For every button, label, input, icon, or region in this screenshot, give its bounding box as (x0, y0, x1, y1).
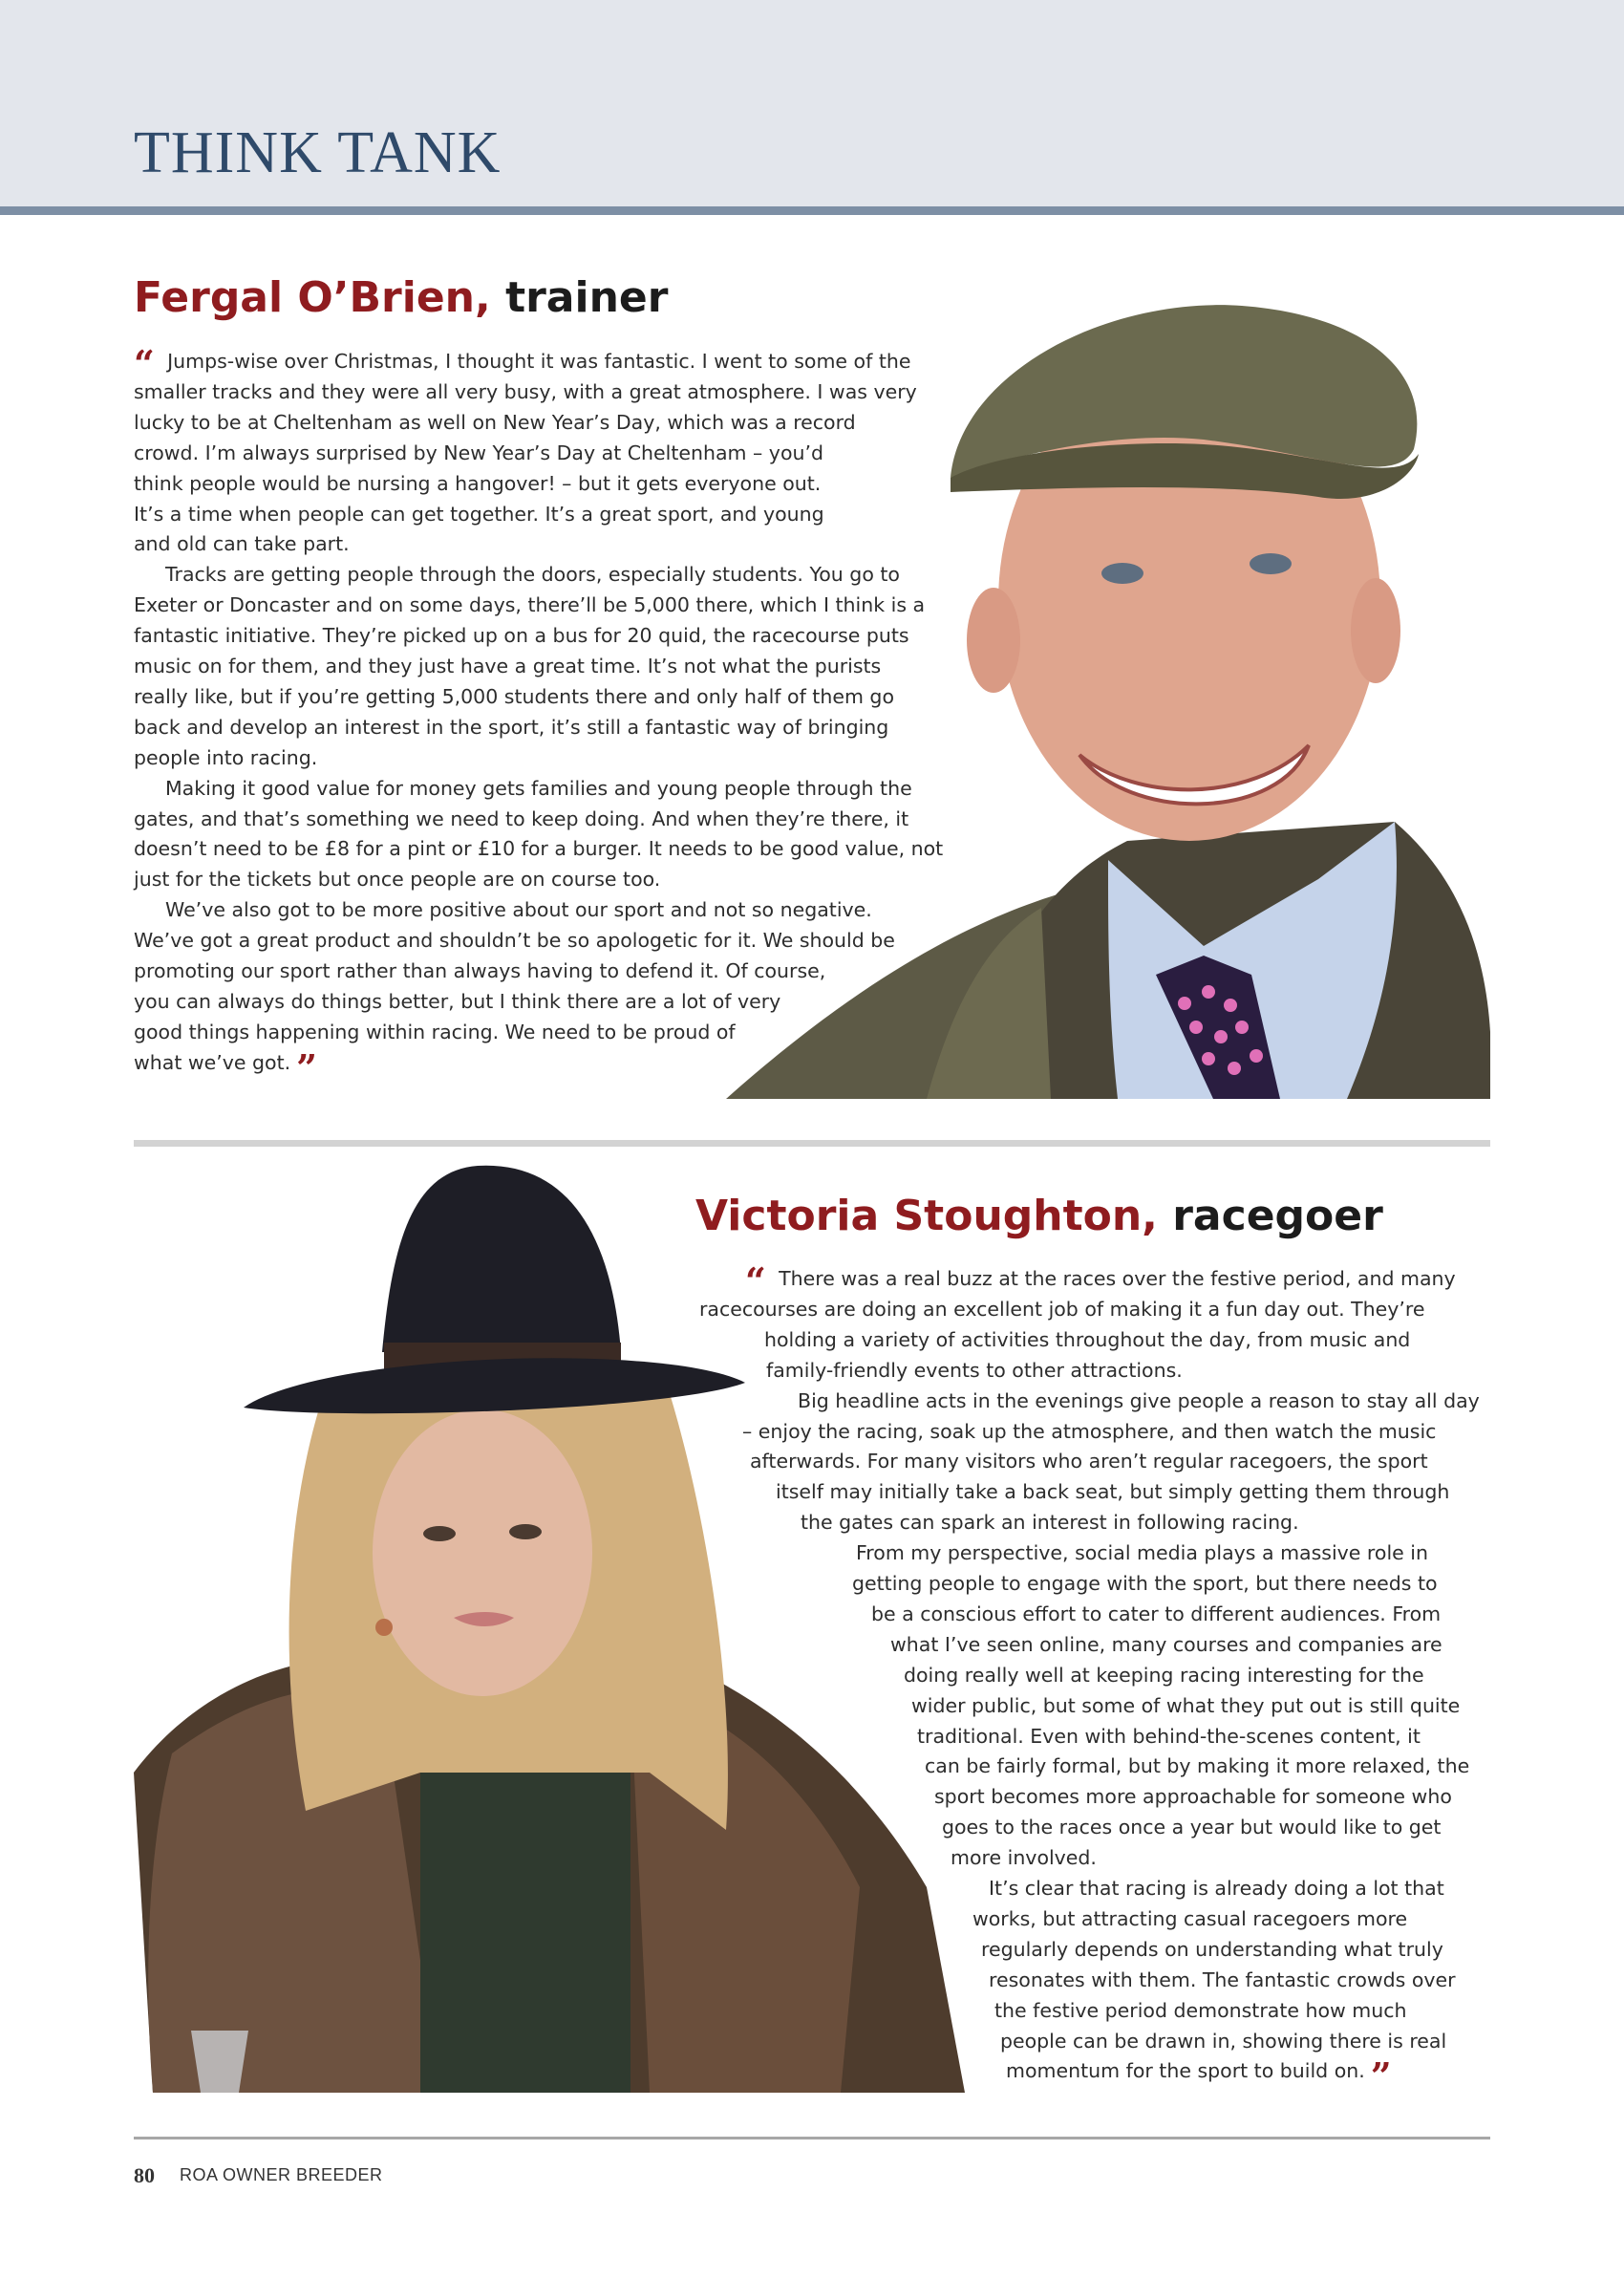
quote-line (134, 1022, 736, 1043)
quote-line (942, 1817, 1441, 1838)
profile-2-heading (695, 1192, 1383, 1240)
quote-line (925, 1756, 1469, 1776)
quote-line-text: smaller tracks and they were all very busy, with a great atmosphere. I was very (134, 379, 917, 403)
profile-2-role: racegoer (1172, 1192, 1383, 1240)
quote-line (134, 806, 909, 830)
header-rule (0, 206, 1624, 215)
quote-line (972, 1906, 1408, 1930)
quote-line (134, 471, 822, 495)
quote-line (134, 534, 350, 554)
quote-line-text: We’ve also got to be more positive about our sport and not so negative. (165, 898, 872, 922)
quote-line-text: really like, but if you’re getting 5,000 students there and only half of them go (134, 684, 894, 708)
quote-line (917, 1724, 1421, 1748)
footer-rule (134, 2137, 1490, 2139)
quote-line-text: family-friendly events to other attractions. (766, 1358, 1183, 1382)
quote-line-text: From my perspective, social media plays a massive role in (856, 1541, 1428, 1565)
quote-line (134, 626, 909, 646)
quote-line-text: Making it good value for money gets families and young people through the (165, 776, 912, 800)
quote-line (994, 1998, 1407, 2022)
section-label: THINK TANK (134, 120, 502, 185)
quote-line-text: itself may initially take a back seat, but simply getting them through (776, 1480, 1450, 1504)
quote-line-text: what I’ve seen online, many courses and companies are (890, 1632, 1442, 1656)
quote-line-text: momentum for the sport to build on. (1006, 2059, 1365, 2083)
quote-line-text: doing really well at keeping racing interesting for the (904, 1663, 1424, 1687)
quote-line (871, 1604, 1441, 1624)
quote-line-text: promoting our sport rather than always having to defend it. Of course, (134, 959, 826, 982)
quote-line (989, 1967, 1456, 1991)
quote-line-text: Jumps-wise over Christmas, I thought it was fantastic. I went to some of the (167, 350, 911, 373)
close-quote-mark: ” (1370, 2054, 1392, 2098)
quote-line-text: resonates with them. The fantastic crowds over (989, 1967, 1456, 1991)
quote-line (165, 900, 872, 920)
quote-line (134, 715, 889, 739)
quote-line-text: think people would be nursing a hangover! – but it gets everyone out. (134, 471, 822, 495)
quote-line-text: the festive period demonstrate how much (994, 1998, 1407, 2022)
quote-line-text: can be fairly formal, but by making it more relaxed, the (925, 1754, 1470, 1778)
quote-line (934, 1787, 1452, 1807)
quote-line-text: more involved. (951, 1846, 1097, 1870)
quote-line (750, 1451, 1428, 1472)
quote-line (745, 1259, 1456, 1302)
quote-line-text: fantastic initiative. They’re picked up on a bus for 20 quid, the racecourse puts (134, 624, 909, 648)
quote-line-text: people into racing. (134, 745, 318, 769)
quote-line-text: We’ve got a great product and shouldn’t be so apologetic for it. We should be (134, 929, 895, 953)
quote-line-text: music on for them, and they just have a great time. It’s not what the purists (134, 655, 882, 677)
quote-line-text: Tracks are getting people through the doors, especially students. You go to (165, 563, 900, 587)
quote-line (856, 1543, 1428, 1563)
quote-line (134, 870, 660, 890)
quote-line-text: gates, and that’s something we need to keep doing. And when they’re there, it (134, 806, 909, 830)
quote-line (890, 1632, 1442, 1656)
quote-line-text: traditional. Even with behind-the-scenes content, it (917, 1724, 1421, 1748)
quote-line (951, 1848, 1097, 1868)
quote-line (798, 1388, 1480, 1412)
page-number: 80 (134, 2163, 155, 2187)
publication-name: ROA OWNER BREEDER (180, 2165, 383, 2184)
quote-line (764, 1327, 1411, 1351)
quote-line (165, 776, 912, 800)
quote-line-text: back and develop an interest in the sport, it’s still a fantastic way of bringing (134, 715, 889, 739)
quote-line-text: – enjoy the racing, soak up the atmosphere, and then watch the music (742, 1419, 1437, 1443)
quote-line (134, 1045, 317, 1089)
profile-1-name: Fergal O’Brien, (134, 273, 491, 322)
quote-line (134, 656, 881, 677)
quote-line-text: what we’ve got. (134, 1050, 291, 1074)
quote-line (134, 502, 824, 526)
profile-1-heading (134, 273, 668, 322)
quote-line (134, 410, 856, 434)
quote-line-text: people can be drawn in, showing there is real (1000, 2029, 1447, 2053)
quote-line (134, 595, 925, 615)
quote-line (801, 1513, 1299, 1533)
quote-line (134, 745, 318, 769)
quote-line (776, 1482, 1449, 1502)
quote-line (134, 989, 781, 1013)
quote-line-text: be a conscious effort to cater to different audiences. From (871, 1602, 1442, 1625)
quote-line (165, 565, 900, 585)
quote-line-text: and old can take part. (134, 532, 350, 556)
quote-line (134, 684, 894, 708)
quote-line-text: you can always do things better, but I think there are a lot of very (134, 989, 781, 1013)
quote-line-text: good things happening within racing. We need to be proud of (134, 1020, 736, 1043)
quote-line (134, 379, 917, 403)
quote-line-text: Exeter or Doncaster and on some days, there’ll be 5,000 there, which I think is a (134, 593, 926, 617)
quote-line (1006, 2054, 1392, 2098)
quote-line-text: wider public, but some of what they put out is still quite (911, 1693, 1461, 1717)
quote-line-text: just for the tickets but once people are on course too. (134, 868, 661, 892)
quote-line (1000, 2029, 1447, 2053)
open-quote-mark: “ (134, 342, 168, 385)
quote-line (134, 839, 943, 859)
quote-line-text: goes to the races once a year but would like to get (942, 1816, 1442, 1839)
quote-line-text: It’s clear that racing is already doing a lot that (989, 1877, 1444, 1900)
quote-line (766, 1358, 1183, 1382)
quote-line-text: holding a variety of activities throughout the day, from music and (764, 1327, 1411, 1351)
quote-line-text: Big headline acts in the evenings give people a reason to stay all day (798, 1388, 1480, 1412)
quote-line-text: There was a real buzz at the races over the festive period, and many (779, 1267, 1456, 1290)
profile-2-name: Victoria Stoughton, (695, 1192, 1158, 1240)
quote-line (134, 342, 911, 385)
quote-line (981, 1937, 1443, 1961)
quote-line (852, 1574, 1438, 1594)
quote-line (134, 443, 823, 463)
quote-line-text: regularly depends on understanding what truly (981, 1937, 1443, 1961)
quote-line-text: It’s a time when people can get together. It’s a great sport, and young (134, 502, 824, 526)
quote-line (134, 931, 895, 951)
quote-line-text: sport becomes more approachable for someone who (934, 1785, 1452, 1809)
quote-line (699, 1297, 1425, 1321)
quote-line (911, 1693, 1461, 1717)
quote-line (989, 1879, 1444, 1899)
quote-line-text: racecourses are doing an excellent job of making it a fun day out. They’re (699, 1297, 1425, 1321)
profile-1-role: trainer (505, 273, 669, 322)
quote-line-text: afterwards. For many visitors who aren’t regular racegoers, the sport (750, 1450, 1428, 1473)
section-divider (134, 1140, 1490, 1147)
quote-line-text: doesn’t need to be £8 for a pint or £10 for a burger. It needs to be good value, not (134, 837, 944, 861)
quote-line-text: crowd. I’m always surprised by New Year’s Day at Cheltenham – you’d (134, 441, 824, 464)
quote-line (134, 961, 825, 981)
quote-line-text: works, but attracting casual racegoers more (972, 1906, 1408, 1930)
quote-line-text: lucky to be at Cheltenham as well on New Year’s Day, which was a record (134, 410, 856, 434)
close-quote-mark: ” (296, 1045, 317, 1089)
quote-line-text: the gates can spark an interest in following racing. (801, 1511, 1299, 1535)
open-quote-mark: “ (745, 1259, 780, 1302)
quote-line (904, 1663, 1424, 1687)
quote-line (742, 1419, 1437, 1443)
quote-line-text: getting people to engage with the sport, but there needs to (852, 1572, 1438, 1595)
